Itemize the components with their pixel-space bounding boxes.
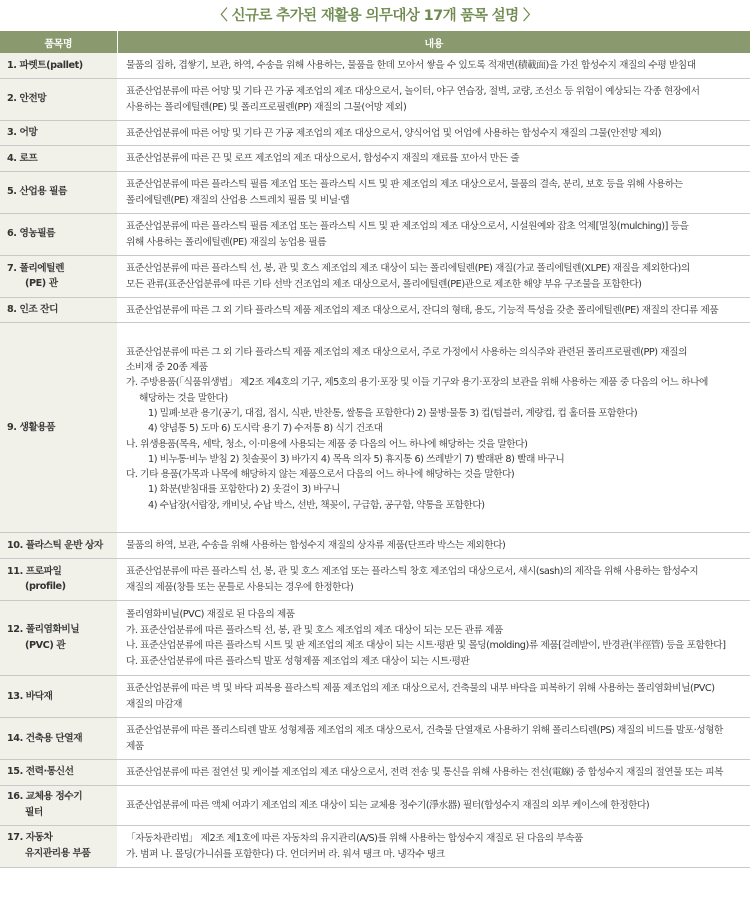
description-line: 표준산업분류에 따른 그 외 기타 플라스틱 제품 제조업의 제조 대상으로서, 잔디의 형태, 용도, 기능적 특성을 갖춘 폴리에틸렌(PE) 재질의 잔디류 제품 <box>126 304 719 316</box>
description-line: 표준산업분류에 따른 플라스틱 필름 제조업 또는 플라스틱 시트 및 판 제조업의 제조 대상으로서, 시설원예와 잡초 억제[멀칭(mulching)] 등을 <box>126 221 689 233</box>
item-name <box>0 825 117 867</box>
item-name-line: 7. 폴리에틸렌 <box>7 262 64 274</box>
table-row <box>0 675 750 717</box>
item-description <box>117 323 750 533</box>
description-line: 해당하는 것을 말한다) <box>139 392 228 404</box>
table-row <box>0 171 750 213</box>
table-row <box>0 323 750 533</box>
description-line: 가. 범퍼 나. 몰딩(가니쉬를 포함한다) 다. 언더커버 라. 워셔 탱크 마. 냉각수 탱크 <box>126 848 445 860</box>
item-description <box>117 255 750 297</box>
item-name: 10. 플라스틱 운반 상자 <box>0 533 117 559</box>
item-name: 9. 생활용품 <box>0 323 117 533</box>
description-line: 다. 표준산업분류에 따른 플라스틱 발포 성형제품 제조업의 제조 대상이 되는 시트·평판 <box>126 656 470 668</box>
item-name-line: 11. 프로파일 <box>7 565 62 577</box>
description-line: 재질의 마감재 <box>126 698 183 710</box>
description-line: 사용하는 폴리에틸렌(PE) 및 폴리프로필렌(PP) 재질의 그물(어망 제외) <box>126 101 407 113</box>
table-row <box>0 213 750 255</box>
item-description <box>117 785 750 825</box>
description-line: 표준산업분류에 따른 폴리스티렌 발포 성형제품 제조업의 제조 대상으로서, 건축물 단열재로 사용하기 위해 폴리스티렌(PS) 재질의 비드를 발포·성형한 <box>126 725 723 737</box>
description-line: 나. 위생용품(목욕, 세탁, 청소, 이·미용에 사용되는 제품 중 다음의 어느 하나에 해당하는 것을 말한다) <box>126 438 528 450</box>
item-name-line: (PVC) 관 <box>25 639 66 651</box>
table-row <box>0 146 750 172</box>
item-name-line: (profile) <box>25 581 66 593</box>
description-line: 폴리염화비닐(PVC) 재질로 된 다음의 제품 <box>126 609 295 621</box>
item-name: 13. 바닥재 <box>0 675 117 717</box>
item-description <box>117 825 750 867</box>
table-row <box>0 717 750 759</box>
description-line: 1) 비누통·비누 받침 2) 칫솔꽂이 3) 바가지 4) 목욕 의자 5) 휴지통 6) 쓰레받기 7) 빨래판 8) 빨래 바구니 <box>148 453 565 465</box>
table-row <box>0 297 750 323</box>
item-description <box>117 675 750 717</box>
item-description <box>117 297 750 323</box>
item-description <box>117 213 750 255</box>
description-line: 「자동차관리법」 제2조 제1호에 따른 자동차의 유지관리(A/S)를 위해 사용하는 합성수지 재질로 된 다음의 부속품 <box>126 832 583 844</box>
item-name: 3. 어망 <box>0 120 117 146</box>
description-line: 다. 기타 용품(가목과 나목에 해당하지 않는 제품으로서 다음의 어느 하나에 해당하는 것을 말한다) <box>126 469 515 481</box>
table-row <box>0 558 750 600</box>
table-row <box>0 78 750 120</box>
item-description <box>117 78 750 120</box>
page-title: 〈 신규로 추가된 재활용 의무대상 17개 품목 설명 〉 <box>213 8 537 24</box>
description-line: 나. 표준산업분류에 따른 플라스틱 시트 및 판 제조업의 제조 대상이 되는 시트·평판 및 몰딩(molding)류 제품[걸레받이, 반경관(半徑管) 등을 포함한다] <box>126 640 726 652</box>
description-line: 모든 관류(표준산업분류에 따른 기타 선박 건조업의 제조 대상으로서, 폴리에틸렌(PE)관으로 제조한 해양 부유 구조물을 포함한다) <box>126 278 642 290</box>
item-description <box>117 171 750 213</box>
item-name <box>0 558 117 600</box>
table-header-row <box>0 31 750 53</box>
item-name: 4. 로프 <box>0 146 117 172</box>
item-name: 2. 안전망 <box>0 78 117 120</box>
header-description: 내용 <box>117 31 750 53</box>
description-line: 4) 수납장(서랍장, 캐비닛, 수납 박스, 선반, 책꽂이, 구급함, 공구함, 약통을 포함한다) <box>148 499 485 511</box>
description-line: 표준산업분류에 따른 끈 및 로프 제조업의 제조 대상으로서, 합성수지 재질의 재료를 꼬아서 만든 줄 <box>126 153 520 165</box>
item-name: 8. 인조 잔디 <box>0 297 117 323</box>
description-line: 표준산업분류에 따른 플라스틱 필름 제조업 또는 플라스틱 시트 및 판 제조업의 제조 대상으로서, 물품의 결속, 분리, 보호 등을 위해 사용하는 <box>126 179 683 191</box>
description-line: 1) 화분(받침대를 포함한다) 2) 옷걸이 3) 바구니 <box>148 484 341 496</box>
description-line: 제품 <box>126 740 144 752</box>
description-line: 소비재 중 20종 제품 <box>126 362 208 374</box>
item-name-line: 유지관리용 부품 <box>25 848 91 860</box>
description-line: 가. 표준산업분류에 따른 플라스틱 선, 봉, 관 및 호스 제조업의 제조 대상이 되는 모든 관류 제품 <box>126 624 503 636</box>
item-name <box>0 785 117 825</box>
description-line: 표준산업분류에 따른 액체 여과기 제조업의 제조 대상이 되는 교체용 정수기(淨水器) 필터(합성수지 재질의 외부 케이스에 한정한다) <box>126 799 650 811</box>
item-name-line: 16. 교체용 정수기 <box>7 791 83 803</box>
item-name <box>0 600 117 675</box>
table-row <box>0 759 750 785</box>
items-table <box>0 31 750 868</box>
description-line: 표준산업분류에 따른 플라스틱 선, 봉, 관 및 호스 제조업 또는 플라스틱 창호 제조업의 대상으로서, 새시(sash)의 제작을 위해 사용하는 합성수지 <box>126 566 699 578</box>
item-description <box>117 146 750 172</box>
item-name <box>0 255 117 297</box>
description-line: 물품의 하역, 보관, 수송을 위해 사용하는 합성수지 재질의 상자류 제품(단프라 박스는 제외한다) <box>126 540 506 552</box>
item-name: 6. 영농필름 <box>0 213 117 255</box>
item-name-line: 12. 폴리염화비닐 <box>7 624 80 636</box>
item-description <box>117 600 750 675</box>
description-line: 4) 양념통 5) 도마 6) 도시락 용기 7) 수저통 8) 식기 건조대 <box>148 423 383 435</box>
description-line: 1) 밀폐·보관 용기(공기, 대접, 접시, 식판, 반찬통, 쌀통을 포함한다) 2) 물병·물통 3) 컵(텀블러, 계량컵, 컵 홀더를 포함한다) <box>148 407 638 419</box>
item-name: 5. 산업용 필름 <box>0 171 117 213</box>
item-description <box>117 759 750 785</box>
item-description <box>117 558 750 600</box>
description-line: 위해 사용하는 폴리에틸렌(PE) 재질의 농업용 필름 <box>126 236 327 248</box>
description-line: 폴리에틸렌(PE) 재질의 산업용 스트레치 필름 및 비닐·랩 <box>126 194 350 206</box>
table-row <box>0 120 750 146</box>
description-line: 표준산업분류에 따른 벽 및 바닥 피복용 플라스틱 제품 제조업의 제조 대상으로서, 건축물의 내부 바닥을 피복하기 위해 사용하는 폴리염화비닐(PVC) <box>126 683 715 695</box>
item-name: 14. 건축용 단열재 <box>0 717 117 759</box>
item-description <box>117 717 750 759</box>
item-name-line: 17. 자동차 <box>7 832 53 844</box>
item-name: 1. 파렛트(pallet) <box>0 53 117 78</box>
description-line: 가. 주방용품(「식품위생법」 제2조 제4호의 기구, 제5호의 용기·포장 및 이들 기구와 용기·포장의 보관을 위해 사용하는 제품 중 다음의 어느 하나에 <box>126 377 708 389</box>
table-row <box>0 825 750 867</box>
description-line: 재질의 제품(창틀 또는 문틀로 사용되는 경우에 한정한다) <box>126 581 354 593</box>
item-description <box>117 533 750 559</box>
table-row <box>0 533 750 559</box>
description-line: 표준산업분류에 따른 그 외 기타 플라스틱 제품 제조업의 제조 대상으로서, 주로 가정에서 사용하는 의식주와 관련된 폴리프로필렌(PP) 재질의 <box>126 346 687 358</box>
item-description <box>117 120 750 146</box>
table-row <box>0 600 750 675</box>
description-line: 물품의 집하, 겹쌓기, 보관, 하역, 수송을 위해 사용하는, 물품을 한데 모아서 쌓을 수 있도록 적재면(積載面)을 가진 합성수지 재질의 수평 받침대 <box>126 60 696 71</box>
description-line: 표준산업분류에 따른 어망 및 기타 끈 가공 제조업의 제조 대상으로서, 놀이터, 야구 연습장, 절벽, 교량, 조선소 등 위험이 예상되는 각종 현장에서 <box>126 86 700 97</box>
table-row <box>0 255 750 297</box>
item-description <box>117 53 750 78</box>
description-line: 표준산업분류에 따른 플라스틱 선, 봉, 관 및 호스 제조업의 제조 대상이 되는 폴리에틸렌(PE) 재질(가교 폴리에틸렌(XLPE) 재질을 제외한다)의 <box>126 263 690 275</box>
item-name-line: (PE) 관 <box>25 278 58 290</box>
header-item-name: 품목명 <box>0 31 117 53</box>
description-line: 표준산업분류에 따른 어망 및 기타 끈 가공 제조업의 제조 대상으로서, 양식어업 및 어업에 사용하는 합성수지 재질의 그물(안전망 제외) <box>126 127 662 139</box>
table-row <box>0 785 750 825</box>
table-row <box>0 53 750 78</box>
description-line: 표준산업분류에 따른 절연선 및 케이블 제조업의 제조 대상으로서, 전력 전송 및 통신을 위해 사용하는 전선(電線) 중 합성수지 재질의 절연물 또는 피복 <box>126 766 724 778</box>
item-name-line: 필터 <box>25 807 43 819</box>
item-name: 15. 전력·통신선 <box>0 759 117 785</box>
